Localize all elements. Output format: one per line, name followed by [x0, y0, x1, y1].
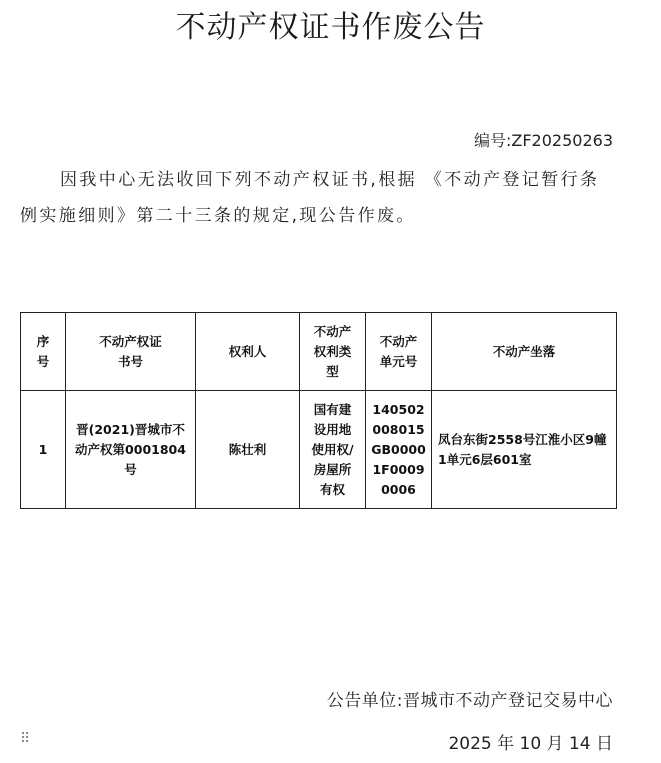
header-holder: 权利人	[196, 313, 300, 391]
drag-handle-icon[interactable]: ⠿	[20, 731, 31, 747]
notice-body: 因我中心无法收回下列不动产权证书,根据 《不动产登记暂行条例实施细则》第二十三条的规定,现公告作废。	[20, 170, 600, 226]
issuer: 公告单位:晋城市不动产登记交易中心	[326, 691, 613, 711]
header-cert-no: 不动产权证书号	[66, 313, 196, 391]
table-header-row	[21, 313, 617, 391]
header-unit-no: 不动产单元号	[366, 313, 432, 391]
cell-seq: 1	[21, 391, 66, 509]
certificate-table	[20, 312, 617, 509]
table-row	[21, 391, 617, 509]
cell-unit-no: 140502008015GB00001F00090006	[366, 391, 432, 509]
cell-right-type: 国有建设用地使用权/房屋所有权	[300, 391, 366, 509]
cell-location: 凤台东街2558号江淮小区9幢1单元6层601室	[432, 391, 617, 509]
cell-holder: 陈壮利	[196, 391, 300, 509]
header-right-type: 不动产权利类型	[300, 313, 366, 391]
header-seq: 序号	[21, 313, 66, 391]
issue-date: 2025 年 10 月 14 日	[448, 734, 613, 754]
cell-cert-no: 晋(2021)晋城市不动产权第0001804号	[66, 391, 196, 509]
header-location: 不动产坐落	[432, 313, 617, 391]
page-title: 不动产权证书作废公告	[175, 10, 486, 45]
document-number: 编号:ZF20250263	[474, 131, 613, 150]
